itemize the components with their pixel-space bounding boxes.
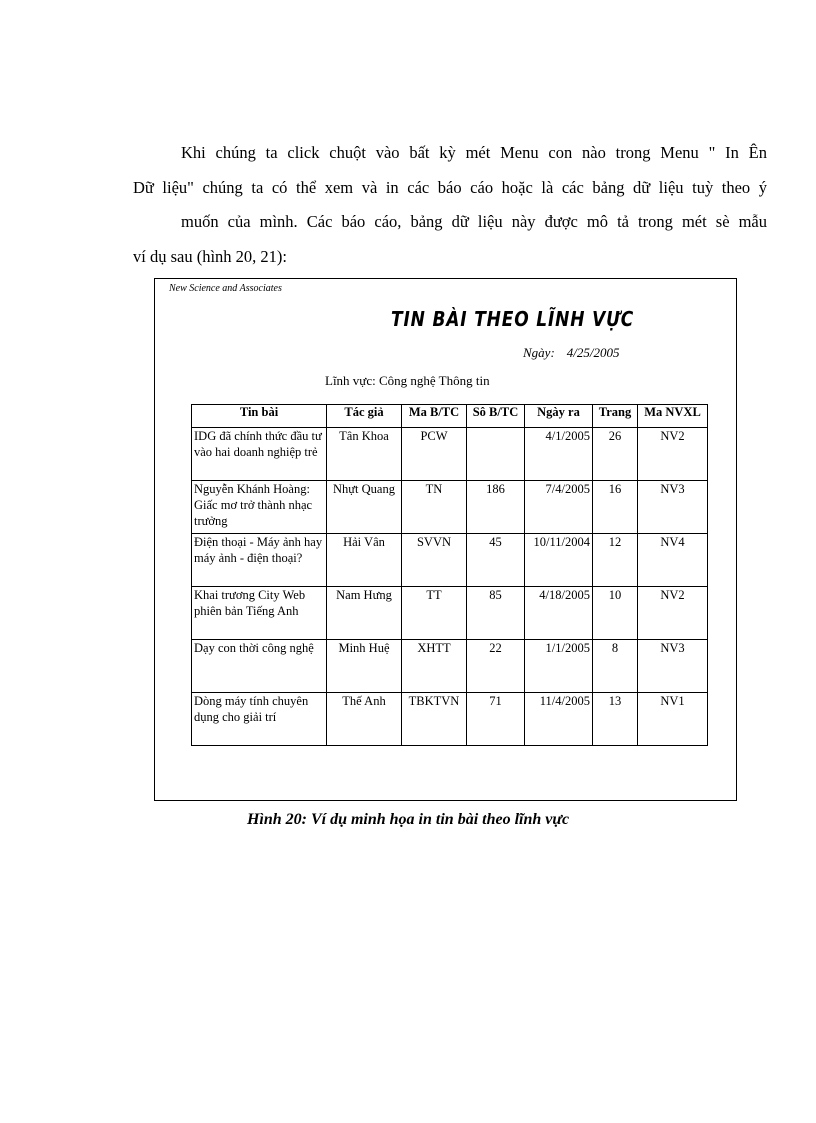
cell-tac-gia: Hải Vân	[327, 534, 402, 587]
cell-ngay-ra: 10/11/2004	[525, 534, 593, 587]
cell-tac-gia: Nhựt Quang	[327, 481, 402, 534]
table-row	[192, 534, 708, 587]
field-line: Lĩnh vực: Công nghệ Thông tin	[325, 373, 490, 388]
report-date	[523, 345, 620, 361]
cell-ngay-ra: 11/4/2005	[525, 693, 593, 746]
figure-caption: Hình 20: Ví dụ minh họa in tin bài theo lĩnh vực	[246, 811, 570, 828]
cell-tin-bai: Nguyễn Khánh Hoàng: Giấc mơ trở thành nhạc trưởng	[192, 481, 327, 534]
cell-so-btc: 186	[467, 481, 525, 534]
header-ma-nvxl: Ma NVXL	[638, 405, 708, 428]
cell-trang: 16	[593, 481, 638, 534]
cell-tac-gia: Tân Khoa	[327, 428, 402, 481]
cell-tin-bai: Dòng máy tính chuyên dụng cho giải trí	[192, 693, 327, 746]
cell-so-btc: 85	[467, 587, 525, 640]
cell-ngay-ra: 7/4/2005	[525, 481, 593, 534]
cell-ma-nvxl: NV1	[638, 693, 708, 746]
cell-tin-bai: Dạy con thời công nghệ	[192, 640, 327, 693]
paragraph-line-4: ví dụ sau (hình 20, 21):	[133, 246, 287, 266]
cell-ma-btc: TBKTVN	[402, 693, 467, 746]
cell-ma-btc: TT	[402, 587, 467, 640]
cell-trang: 8	[593, 640, 638, 693]
table-row	[192, 587, 708, 640]
cell-ma-nvxl: NV2	[638, 428, 708, 481]
table-header-row	[192, 405, 708, 428]
table-row	[192, 428, 708, 481]
cell-ma-btc: XHTT	[402, 640, 467, 693]
cell-tin-bai: Điện thoại - Máy ảnh hay máy ảnh - điện thoại?	[192, 534, 327, 587]
cell-so-btc: 45	[467, 534, 525, 587]
cell-tac-gia: Nam Hưng	[327, 587, 402, 640]
cell-ngay-ra: 4/1/2005	[525, 428, 593, 481]
table-row	[192, 640, 708, 693]
cell-ngay-ra: 4/18/2005	[525, 587, 593, 640]
header-ngay-ra: Ngày ra	[525, 405, 593, 428]
cell-ma-btc: PCW	[402, 428, 467, 481]
cell-so-btc	[467, 428, 525, 481]
date-value: 4/25/2005	[566, 345, 620, 360]
cell-trang: 26	[593, 428, 638, 481]
header-so-btc: Sô B/TC	[467, 405, 525, 428]
header-ma-btc: Ma B/TC	[402, 405, 467, 428]
company-name: New Science and Associates	[169, 283, 282, 294]
cell-ma-nvxl: NV4	[638, 534, 708, 587]
cell-ma-nvxl: NV2	[638, 587, 708, 640]
cell-tin-bai: IDG đã chính thức đầu tư vào hai doanh nghiệp trẻ	[192, 428, 327, 481]
cell-trang: 12	[593, 534, 638, 587]
cell-ma-nvxl: NV3	[638, 640, 708, 693]
intro-paragraph	[133, 136, 767, 274]
paragraph-line-3: muốn của mình. Các báo cáo, bảng dữ liệu này được mô tả trong mét sè mẫu	[181, 212, 767, 231]
cell-trang: 10	[593, 587, 638, 640]
cell-tac-gia: Thế Anh	[327, 693, 402, 746]
cell-ma-btc: SVVN	[402, 534, 467, 587]
header-tin-bai: Tin bài	[192, 405, 327, 428]
table-row	[192, 481, 708, 534]
articles-table	[191, 404, 708, 746]
cell-tin-bai: Khai trương City Web phiên bản Tiếng Anh	[192, 587, 327, 640]
report-title: TIN BÀI THEO LĨNH VỰC	[391, 307, 635, 331]
table-row	[192, 693, 708, 746]
cell-tac-gia: Minh Huệ	[327, 640, 402, 693]
cell-ma-nvxl: NV3	[638, 481, 708, 534]
cell-ngay-ra: 1/1/2005	[525, 640, 593, 693]
cell-trang: 13	[593, 693, 638, 746]
cell-ma-btc: TN	[402, 481, 467, 534]
date-label: Ngày:	[523, 345, 555, 360]
header-trang: Trang	[593, 405, 638, 428]
paragraph-line-2: Dữ liệu" chúng ta có thể xem và in các báo cáo hoặc là các bảng dữ liệu tuỳ theo ý	[133, 177, 767, 197]
paragraph-line-1: Khi chúng ta click chuột vào bất kỳ mét Menu con nào trong Menu " In Ên	[181, 143, 767, 162]
report-figure	[154, 278, 737, 801]
cell-so-btc: 71	[467, 693, 525, 746]
header-tac-gia: Tác giả	[327, 405, 402, 428]
cell-so-btc: 22	[467, 640, 525, 693]
